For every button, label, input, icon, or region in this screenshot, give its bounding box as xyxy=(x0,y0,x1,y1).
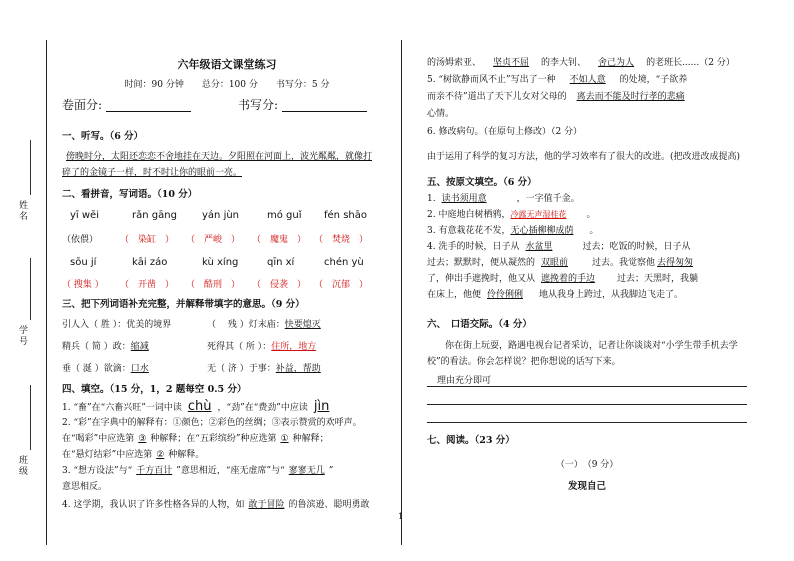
answer-7-text: 开凿 xyxy=(138,280,157,290)
idiom-5-text: 垂（ 涎 ）欲滴： xyxy=(62,364,131,374)
recite-6-answer: 遮挽着的手边 xyxy=(541,274,596,284)
pinyin-8: kù xíng xyxy=(202,257,239,268)
section-6-answer: 理由充分即可 xyxy=(437,376,492,386)
name-label: 姓名 xyxy=(17,200,27,222)
answer-1: （依偎） xyxy=(62,235,99,245)
answer-5-text: 焚烧 xyxy=(332,235,351,245)
idiom-6-text: 无（ 济 ）于事： xyxy=(207,364,276,374)
dictation-line-2: 碎了的金镜子一样，时不时让你的眼前一亮。 xyxy=(62,168,243,178)
q2-line-2 xyxy=(62,432,329,446)
answer-4: （ 魔鬼 ） xyxy=(252,235,307,245)
answer-7: （ 开凿 ） xyxy=(120,280,175,290)
section-7-heading: 七、阅读。（23 分） xyxy=(427,435,515,446)
q5-answer-2: 离去而不能及时行孝的悲痛 xyxy=(576,92,685,102)
idiom-5-answer: 口水 xyxy=(130,364,149,374)
pinyin-3: yán jùn xyxy=(202,210,240,221)
recite-4 xyxy=(427,240,690,254)
q1-text-2: ，“劲”在“费劲”中应读 xyxy=(217,403,308,413)
idiom-3-text: 精兵（ 简 ）政： xyxy=(62,342,131,352)
answer-line-1[interactable] xyxy=(427,386,747,387)
q6-sentence: 由于运用了科学的复习方法，他的学习效率有了很大的改进。(把改进改成提高) xyxy=(427,152,741,162)
recite-3-end: 。 xyxy=(589,226,599,236)
answer-10: （ 沉郁 ） xyxy=(314,280,369,290)
recite-5-text-2: 过去。我觉察他 xyxy=(592,258,656,268)
answer-5: （ 焚烧 ） xyxy=(314,235,369,245)
idiom-2 xyxy=(207,318,321,332)
paper-score-field[interactable] xyxy=(106,100,191,112)
q3-answer-2: 寥寥无几 xyxy=(288,466,325,476)
recite-4-text: 4. 洗手的时候，日子从 xyxy=(427,242,520,252)
recite-7-text: 在床上，他便 xyxy=(427,290,482,300)
q1-answer-2: jìn xyxy=(313,399,330,414)
q4-answer-2: 坚贞不屈 xyxy=(493,58,530,68)
idiom-4-text: 死得其（ 所 ）： xyxy=(207,342,272,352)
answer-2-text: 染缸 xyxy=(138,235,157,245)
q4-answer-1: 敢于冒险 xyxy=(248,500,285,510)
paper-score-label: 卷面分: xyxy=(62,98,103,112)
q1-answer-1: chù xyxy=(187,399,212,414)
q4-text-4: 的李大钊、 xyxy=(541,58,587,68)
q4-text-3: 的汤姆索亚、 xyxy=(427,58,482,68)
q4-text-2: 的鲁滨逊、聪明勇敢 xyxy=(288,500,370,510)
answer-6-text: 搜集 xyxy=(73,280,92,290)
q4-text-1: 4. 这学期，我认识了许多性格各异的人物，如 xyxy=(62,500,245,510)
pinyin-9: qīn xí xyxy=(267,257,295,268)
q2-answer-1: ③ xyxy=(138,434,147,444)
recite-2-answer: 冷露无声湿桂花 xyxy=(510,210,567,219)
idiom-4-answer: 住所，地方 xyxy=(271,342,317,352)
answer-line-3[interactable] xyxy=(427,422,747,423)
answer-3-text: 严峻 xyxy=(204,235,223,245)
recite-6-text: 了，伸出手遮挽时，他又从 xyxy=(427,274,536,284)
recite-2-end: 。 xyxy=(586,210,596,220)
q2-line-3 xyxy=(62,448,204,462)
recite-4-text-2: 过去；吃饭的时候，日子从 xyxy=(582,242,691,252)
section-5-heading: 五、按原文填空。（6 分） xyxy=(427,177,537,188)
pinyin-1: yī wēi xyxy=(70,210,99,221)
q5-text-3: 而亲不待”道出了天下儿女对父母的 xyxy=(427,92,567,102)
section-6-prompt-1: 你在街上玩耍，路遇电视台记者采访，记者让你谈谈对“小学生带手机去学 xyxy=(445,341,738,351)
q5-line-1 xyxy=(427,73,687,87)
recite-5-answer: 双眼前 xyxy=(541,258,569,268)
idiom-5 xyxy=(62,362,159,376)
q5-line-3: 心情。 xyxy=(427,109,455,119)
recite-5-answer-2: 去得匆匆 xyxy=(657,258,694,268)
pinyin-10: chén yù xyxy=(324,257,364,268)
recite-6 xyxy=(427,272,698,286)
q2-text-1: 在“喝彩”中应选第 xyxy=(62,434,135,444)
class-field[interactable] xyxy=(30,385,31,450)
reading-subsection: （一） （9 分） xyxy=(555,460,619,470)
q3-answer-1: 千方百计 xyxy=(136,466,173,476)
q2-text-3: 种解释； xyxy=(292,434,329,444)
q2-text-5: 种解释。 xyxy=(168,450,205,460)
pinyin-4: mó guǐ xyxy=(267,210,302,221)
q3-text-1: 3. “想方设法”与“ xyxy=(62,466,133,476)
recite-2-text: 2. 中庭地白树栖鸦， xyxy=(427,210,511,220)
name-field[interactable] xyxy=(30,140,31,195)
q5-line-2 xyxy=(427,90,695,104)
recite-3-answer: 无心插柳柳成荫 xyxy=(510,226,574,236)
q2-text-2: 种解释；在“五彩缤纷”种应选第 xyxy=(150,434,277,444)
idiom-4 xyxy=(207,340,316,354)
recite-1-num: 1. xyxy=(427,194,436,204)
answer-9-text: 侵袭 xyxy=(270,280,289,290)
q2-line-1: 2. “彩”在字典中的解释有：①颜色；②彩色的丝绸；③表示赞赏的欢呼声。 xyxy=(62,418,362,428)
q3-text-2: ”意思相近，“座无虚席”与“ xyxy=(176,466,285,476)
idiom-1: 引人入（ 胜 ）：优美的境界 xyxy=(62,320,172,330)
writing-score-label: 书写分: xyxy=(238,98,279,112)
paper-score xyxy=(62,98,191,112)
q4-line-2 xyxy=(427,56,735,70)
q5-text-1: 5. “树欲静而风不止”写出了一种 xyxy=(427,75,556,85)
q4-answer-3: 舍己为人 xyxy=(598,58,635,68)
section-2-heading: 二、看拼音，写词语。（10 分） xyxy=(62,189,198,200)
pinyin-2: rǎn gāng xyxy=(132,210,177,221)
q3-text-3: ” xyxy=(328,466,334,476)
q5-answer-1: 不如人意 xyxy=(569,75,606,85)
q5-text-2: 的处境，“子欲养 xyxy=(619,75,688,85)
recite-7-text-2: 地从我身上跨过，从我脚边飞走了。 xyxy=(539,290,684,300)
recite-2 xyxy=(427,208,595,222)
section-1-heading: 一、听写。（6 分） xyxy=(62,131,144,142)
answer-8: （ 酷刑 ） xyxy=(186,280,241,290)
binding-line xyxy=(46,40,47,545)
idiom-6 xyxy=(207,362,321,376)
student-id-label: 学号 xyxy=(17,325,27,347)
q2-answer-2: ① xyxy=(280,434,289,444)
answer-4-text: 魔鬼 xyxy=(270,235,289,245)
answer-6: （ 搜集 ） xyxy=(62,280,104,290)
page-title: 六年级语文课堂练习 xyxy=(177,58,277,71)
answer-1-text: 依偎 xyxy=(71,235,90,245)
idiom-2-answer: 快要熄灭 xyxy=(284,320,321,330)
idiom-3 xyxy=(62,340,163,354)
q3-line-2: 意思相反。 xyxy=(62,482,108,492)
answer-8-text: 酷刑 xyxy=(204,280,223,290)
recite-5 xyxy=(427,256,695,270)
section-6-prompt-2: 校”的看法。你会怎样说？把你想说的话写下来。 xyxy=(427,357,621,367)
class-label: 班级 xyxy=(17,455,27,477)
answer-3: （ 严峻 ） xyxy=(186,235,241,245)
recite-7 xyxy=(427,288,683,302)
writing-score xyxy=(238,98,367,112)
q2-answer-3: ② xyxy=(156,450,165,460)
recite-7-answer: 伶伶俐俐 xyxy=(487,290,524,300)
idiom-6-answer: 补益，帮助 xyxy=(275,364,321,374)
recite-4-answer: 水盆里 xyxy=(525,242,553,252)
q4-line-1 xyxy=(62,498,369,512)
recite-1-text: ，一字值千金。 xyxy=(516,194,580,204)
recite-1 xyxy=(427,192,580,206)
q2-text-4: 在“悬灯结彩”中应选第 xyxy=(62,450,153,460)
idiom-3-answer: 缩减 xyxy=(130,342,149,352)
section-4-heading: 四、填空。（15 分，1，2 题每空 0.5 分） xyxy=(62,384,247,395)
answer-2: （ 染缸 ） xyxy=(120,235,175,245)
q1 xyxy=(62,400,335,415)
q1-text: 1. “畜”在“六畜兴旺”一词中读 xyxy=(62,403,182,413)
student-id-field[interactable] xyxy=(30,258,31,320)
dictation-line-1: 傍晚时分，太阳还恋恋不舍地挂在天边。夕阳照在河面上，波光粼粼，就像打 xyxy=(66,152,373,162)
writing-score-field[interactable] xyxy=(282,100,367,112)
pinyin-7: kāi záo xyxy=(132,257,168,268)
q4-text-5: 的老班长......（2 分） xyxy=(646,58,735,68)
recite-3-text: 3. 有意栽花花不发， xyxy=(427,226,511,236)
pinyin-5: fén shāo xyxy=(324,210,367,221)
section-6-heading: 六、 口语交际。（4 分） xyxy=(427,319,532,330)
idiom-2-text: （ 残 ）灯末庙： xyxy=(207,320,285,330)
answer-line-2[interactable] xyxy=(427,404,747,405)
q6-heading: 6. 修改病句。（在原句上修改）（2 分） xyxy=(427,127,583,137)
reading-title: 发现自己 xyxy=(567,481,606,492)
pinyin-6: sōu jí xyxy=(70,257,97,268)
exam-meta: 时间：90 分钟 总分：100 分 书写分：5 分 xyxy=(124,80,330,90)
recite-6-text-2: 过去；天黑时，我躺 xyxy=(617,274,699,284)
section-3-heading: 三、把下列词语补充完整，并解释带填字的意思。（9 分） xyxy=(62,299,305,310)
recite-1-answer: 读书须用意 xyxy=(441,194,487,204)
answer-9: （ 侵袭 ） xyxy=(252,280,307,290)
recite-3 xyxy=(427,224,598,238)
recite-5-text: 过去；默默时，便从凝然的 xyxy=(427,258,536,268)
column-divider xyxy=(401,40,402,545)
answer-10-text: 沉郁 xyxy=(332,280,351,290)
page-number: 1 xyxy=(398,512,404,521)
q3-line-1 xyxy=(62,464,333,478)
